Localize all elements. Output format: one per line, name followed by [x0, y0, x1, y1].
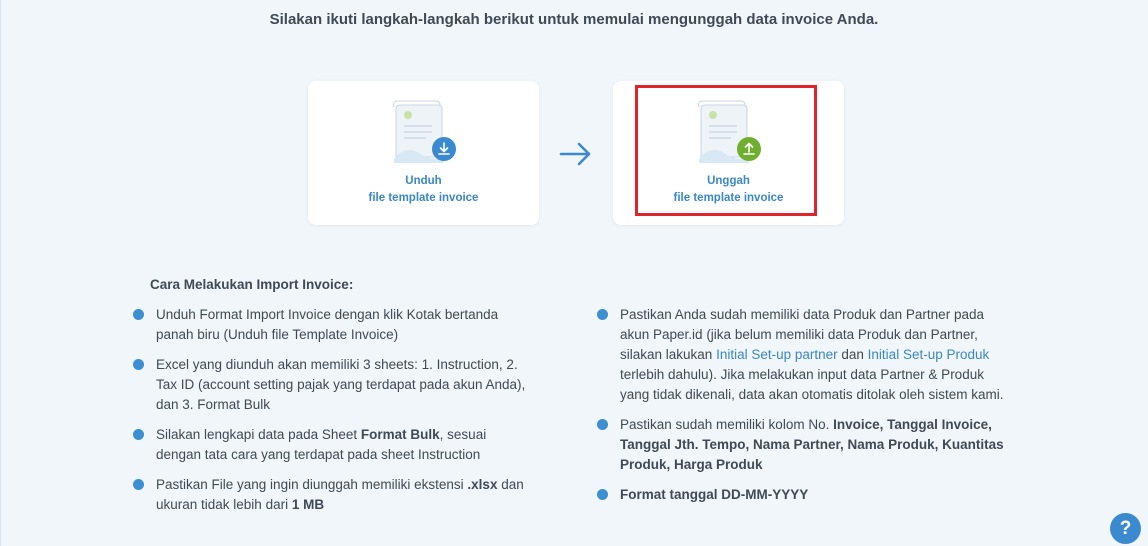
bullet-icon	[133, 359, 144, 370]
initial-setup-produk-link[interactable]: Initial Set-up Produk	[867, 347, 990, 362]
instruction-text: terlebih dahulu). Jika melakukan input data Partner & Produk yang tidak dikenali, data akan otomatis ditolak oleh sistem kami.	[620, 367, 1004, 402]
list-item	[597, 485, 1007, 505]
instruction-text: dan ukuran tidak lebih dari	[156, 477, 524, 512]
bullet-icon	[133, 479, 144, 490]
download-template-card[interactable]	[308, 81, 539, 225]
list-item	[133, 305, 533, 345]
bullet-icon	[597, 489, 608, 500]
bullet-icon	[133, 429, 144, 440]
instruction-text: dan	[837, 347, 868, 362]
instruction-bold: Format tanggal DD-MM-YYYY	[620, 487, 809, 502]
instruction-text: Unduh Format Import Invoice dengan klik Kotak bertanda panah biru (Unduh file Template Invoice)	[156, 307, 499, 342]
instruction-text: Silakan lengkapi data pada Sheet	[156, 427, 361, 442]
list-item	[133, 425, 533, 465]
arrow-right-icon	[559, 141, 593, 167]
upload-card-line1: Unggah	[707, 175, 750, 187]
instructions-left-column	[133, 305, 533, 515]
instruction-text: Pastikan Anda sudah memiliki data Produk dan Partner pada akun Paper.id (jika belum memiliki data Produk dan Partner, silakan lakukan	[620, 307, 984, 362]
bullet-icon	[597, 309, 608, 320]
instruction-text: Pastikan sudah memiliki kolom No.	[620, 417, 834, 432]
instruction-text: Excel yang diunduh akan memiliki 3 sheets: 1. Instruction, 2. Tax ID (account setting pajak yang terdapat pada akun Anda), dan 3. Format Bulk	[156, 357, 526, 412]
list-item	[597, 415, 1007, 475]
instruction-bold: .xlsx	[467, 477, 498, 492]
upload-card-line2: file template invoice	[673, 192, 784, 204]
instructions-right-column	[597, 305, 1007, 505]
list-item	[133, 475, 533, 515]
download-card-label	[308, 173, 539, 207]
list-item	[133, 355, 533, 415]
download-card-line2: file template invoice	[368, 192, 479, 204]
instruction-bold: Invoice, Tanggal Invoice, Tanggal Jth. Tempo, Nama Partner, Nama Produk, Kuantitas Produk, Harga Produk	[620, 417, 1004, 472]
initial-setup-partner-link[interactable]: Initial Set-up partner	[716, 347, 838, 362]
import-instructions-title: Cara Melakukan Import Invoice:	[150, 277, 354, 292]
upload-card-highlight	[635, 85, 817, 216]
instruction-text: Pastikan File yang ingin diunggah memiliki ekstensi	[156, 477, 468, 492]
list-item	[597, 305, 1007, 405]
download-icon	[432, 137, 456, 161]
download-card-line1: Unduh	[405, 175, 442, 187]
bullet-icon	[597, 419, 608, 430]
instruction-text: , sesuai dengan tata cara yang terdapat pada sheet Instruction	[156, 427, 487, 462]
instruction-bold: 1 MB	[291, 497, 325, 512]
help-button[interactable]: ?	[1110, 513, 1141, 544]
instruction-bold: Format Bulk	[360, 427, 440, 442]
bullet-icon	[133, 309, 144, 320]
intro-text: Silakan ikuti langkah-langkah berikut untuk memulai mengunggah data invoice Anda.	[269, 11, 879, 28]
